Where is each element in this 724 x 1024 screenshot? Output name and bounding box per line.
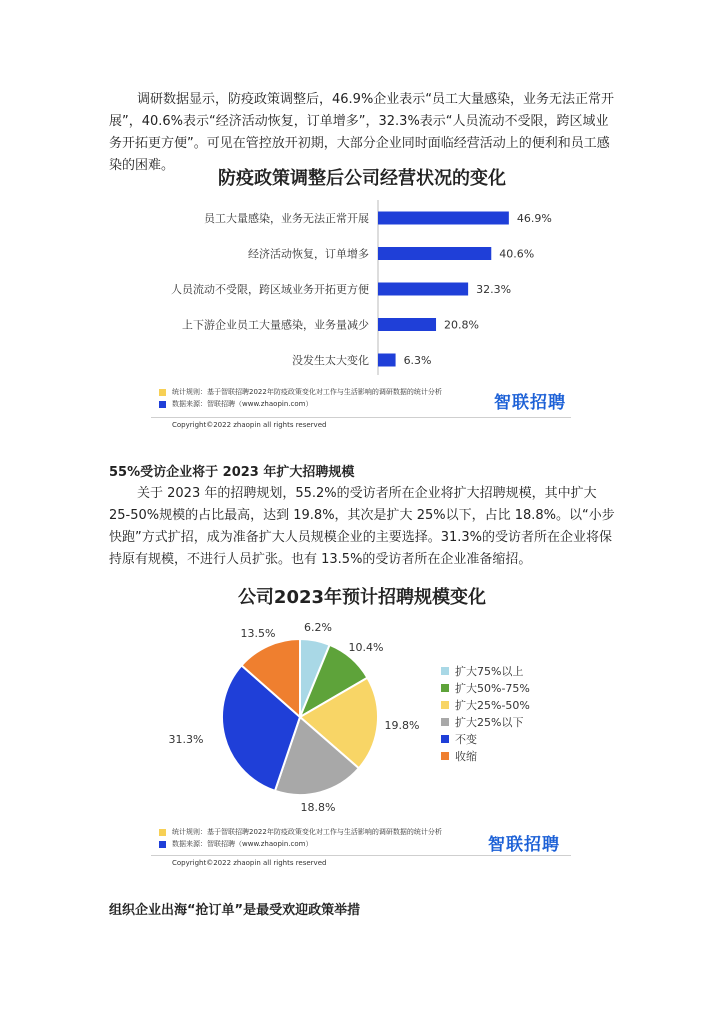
- bar: [378, 318, 436, 331]
- intro-paragraph: 调研数据显示，防疫政策调整后，46.9%企业表示“员工大量感染，业务无法正常开展”，40.6%表示“经济活动恢复，订单增多”，32.3%表示“人员流动不受限，跨区域业务开拓更方便”。可见在管控放开初期，大部分企业同时面临经营活动上的便利和员工感染的困难。: [109, 92, 615, 173]
- legend-label: 扩大75%以上: [455, 665, 524, 678]
- legend-swatch: [441, 752, 449, 760]
- footnote-divider: [151, 855, 571, 856]
- source-text: 数据来源：智联招聘（www.zhaopin.com）: [172, 840, 313, 848]
- legend-swatch: [441, 667, 449, 675]
- stat-rule-swatch: [159, 829, 166, 836]
- source-swatch: [159, 401, 166, 408]
- pie-chart: [0, 613, 724, 828]
- pie-slice-label: 19.8%: [384, 719, 420, 732]
- zhaopin-logo: 智联招聘: [494, 393, 566, 413]
- recruitment-paragraph: 关于 2023 年的招聘规划，55.2%的受访者所在企业将扩大招聘规模，其中扩大 25-50%规模的占比最高，达到 19.8%，其次是扩大 25%以下，占比 18.8%。以“小步快跑”方式扩招，成为准备扩大人员规模企业的主要选择。31.3%的受访者所在企业将保持原有规模，不进行人员扩张。也有 13.5%的受访者所在企业准备缩招。: [109, 486, 615, 567]
- pie-chart-title: 公司2023年预计招聘规模变化: [237, 587, 487, 608]
- bar: [378, 354, 396, 367]
- pie-slice-label: 31.3%: [168, 733, 204, 746]
- legend-swatch: [441, 701, 449, 709]
- stat-rule-text: 统计规则：基于智联招聘2022年防疫政策变化对工作与生活影响的调研数据的统计分析: [172, 828, 442, 836]
- section-heading-policy: 组织企业出海“抢订单”是最受欢迎政策举措: [109, 903, 361, 918]
- legend-label: 不变: [455, 733, 477, 746]
- pie-slice-label: 18.8%: [300, 801, 336, 814]
- source-swatch: [159, 841, 166, 848]
- bar: [378, 283, 468, 296]
- stat-rule-swatch: [159, 389, 166, 396]
- pie-slice-label: 13.5%: [240, 627, 276, 640]
- section-heading-recruitment: 55%受访企业将于 2023 年扩大招聘规模: [109, 465, 355, 480]
- bar-category-label: 没发生太大变化: [292, 354, 369, 367]
- copyright-text: Copyright©2022 zhaopin all rights reserved: [172, 859, 327, 867]
- bar: [378, 212, 509, 225]
- legend-swatch: [441, 684, 449, 692]
- pie-slice-label: 10.4%: [348, 641, 384, 654]
- footnote-divider: [151, 417, 571, 418]
- bar-chart-title: 防疫政策调整后公司经营状况的变化: [218, 168, 506, 189]
- stat-rule-text: 统计规则：基于智联招聘2022年防疫政策变化对工作与生活影响的调研数据的统计分析: [172, 388, 442, 396]
- zhaopin-logo: 智联招聘: [488, 835, 560, 855]
- bar: [378, 247, 491, 260]
- legend-label: 扩大25%以下: [455, 716, 524, 729]
- bar-chart: [0, 195, 724, 385]
- bar-value-label: 6.3%: [403, 354, 432, 367]
- copyright-text: Copyright©2022 zhaopin all rights reserved: [172, 421, 327, 429]
- bar-category-label: 员工大量感染，业务无法正常开展: [204, 212, 369, 225]
- legend-swatch: [441, 735, 449, 743]
- bar-value-label: 40.6%: [499, 247, 535, 261]
- source-text: 数据来源：智联招聘（www.zhaopin.com）: [172, 400, 313, 408]
- legend-label: 收缩: [455, 750, 477, 763]
- legend-label: 扩大25%-50%: [455, 699, 530, 712]
- pie-slice-label: 6.2%: [304, 621, 332, 634]
- bar-category-label: 经济活动恢复，订单增多: [248, 247, 369, 261]
- legend-label: 扩大50%-75%: [455, 682, 530, 695]
- bar-category-label: 上下游企业员工大量感染，业务量减少: [182, 318, 369, 332]
- bar-value-label: 32.3%: [476, 283, 512, 296]
- bar-category-label: 人员流动不受限，跨区域业务开拓更方便: [171, 283, 369, 296]
- legend-swatch: [441, 718, 449, 726]
- bar-value-label: 20.8%: [444, 318, 479, 332]
- bar-value-label: 46.9%: [516, 212, 552, 225]
